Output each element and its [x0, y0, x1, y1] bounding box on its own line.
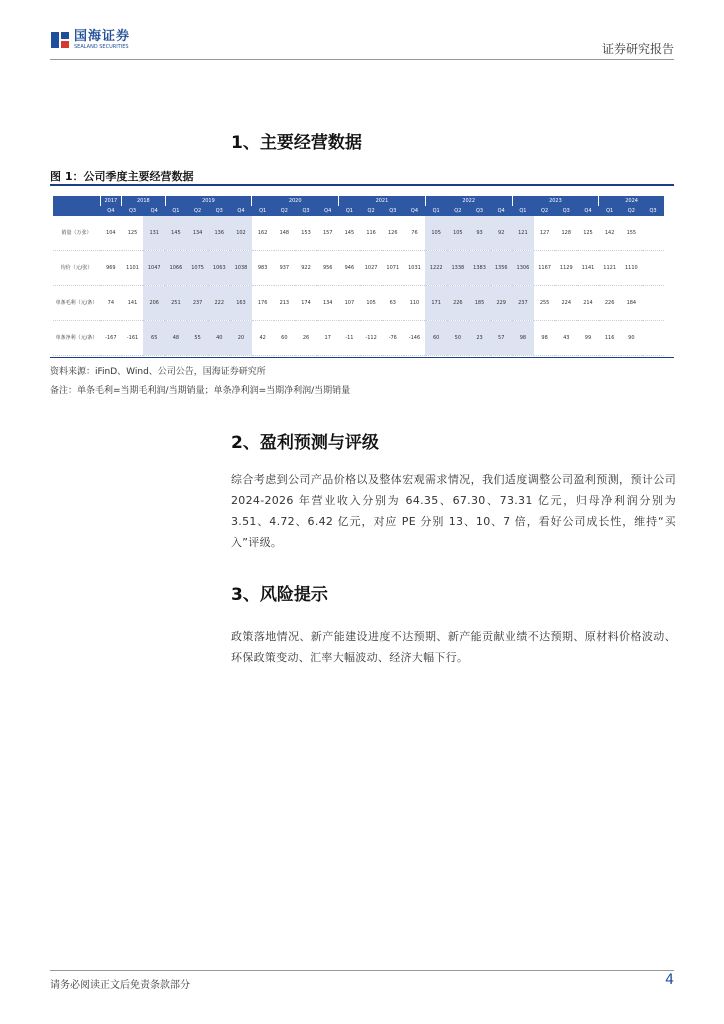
table-cell: 126	[382, 216, 404, 251]
quarter-header-cell: Q4	[490, 206, 512, 216]
table-cell: 1338	[447, 251, 469, 286]
table-cell: 148	[274, 216, 296, 251]
table-cell: 969	[100, 251, 122, 286]
table-cell: 42	[252, 321, 274, 356]
table-cell: 76	[404, 216, 426, 251]
table-cell: 127	[534, 216, 556, 251]
table-cell: 176	[252, 286, 274, 321]
company-logo	[50, 30, 130, 50]
table-cell: 1031	[404, 251, 426, 286]
figure-bottom-rule	[50, 357, 674, 358]
table-cell: 125	[577, 216, 599, 251]
quarter-header-cell: Q1	[425, 206, 447, 216]
quarter-header-cell: Q3	[382, 206, 404, 216]
table-cell: 222	[208, 286, 230, 321]
table-cell: 229	[490, 286, 512, 321]
table-cell: 145	[165, 216, 187, 251]
table-cell: 155	[621, 216, 643, 251]
table-cell: 1383	[469, 251, 491, 286]
table-cell: 1356	[490, 251, 512, 286]
quarter-header-cell: Q2	[447, 206, 469, 216]
table-cell: 99	[577, 321, 599, 356]
operating-data-table	[53, 196, 664, 356]
quarter-header-cell: Q4	[404, 206, 426, 216]
table-cell: 102	[230, 216, 252, 251]
report-type-label: 证券研究报告	[601, 42, 674, 56]
row-label: 单条净利（元/条）	[53, 321, 100, 356]
table-cell	[642, 216, 664, 251]
table-cell: 141	[122, 286, 144, 321]
table-cell: -167	[100, 321, 122, 356]
table-cell: 946	[339, 251, 361, 286]
table-cell: 40	[208, 321, 230, 356]
quarter-header-cell: Q3	[555, 206, 577, 216]
table-row	[53, 216, 664, 251]
quarter-header-cell: Q2	[274, 206, 296, 216]
table-cell: 1121	[599, 251, 621, 286]
table-cell: 93	[469, 216, 491, 251]
table-cell: 157	[317, 216, 339, 251]
table-cell: 251	[165, 286, 187, 321]
table-cell: 134	[187, 216, 209, 251]
table-cell: 206	[143, 286, 165, 321]
table-cell: 50	[447, 321, 469, 356]
table-cell: 105	[425, 216, 447, 251]
table-cell: 1167	[534, 251, 556, 286]
quarter-header-cell: Q3	[208, 206, 230, 216]
table-row	[53, 251, 664, 286]
table-cell: 163	[230, 286, 252, 321]
row-label: 均价（元/张）	[53, 251, 100, 286]
quarter-header-cell: Q3	[469, 206, 491, 216]
table-cell: 43	[555, 321, 577, 356]
table-cell: 92	[490, 216, 512, 251]
table-cell	[642, 321, 664, 356]
year-header-cell: 2018	[122, 196, 165, 206]
quarter-header-row	[53, 206, 664, 216]
table-cell: 226	[447, 286, 469, 321]
quarter-header-cell: Q1	[165, 206, 187, 216]
table-cell: -112	[360, 321, 382, 356]
table-cell: 1101	[122, 251, 144, 286]
table-cell: 23	[469, 321, 491, 356]
table-cell: 48	[165, 321, 187, 356]
quarter-header-cell: Q3	[295, 206, 317, 216]
remark-note: 备注：单条毛利=当期毛利润/当期销量；单条净利润=当期净利润/当期销量	[50, 386, 351, 396]
year-header-cell: 2020	[252, 196, 339, 206]
page-number: 4	[665, 972, 674, 988]
table-cell: 1047	[143, 251, 165, 286]
table-cell: 65	[143, 321, 165, 356]
table-cell: -76	[382, 321, 404, 356]
table-cell	[642, 251, 664, 286]
table-cell: 60	[274, 321, 296, 356]
table-cell: 74	[100, 286, 122, 321]
year-header-cell: 2017	[100, 196, 122, 206]
year-header-cell: 2023	[512, 196, 599, 206]
quarter-header-cell: Q3	[122, 206, 144, 216]
table-cell: 1129	[555, 251, 577, 286]
table-cell: 937	[274, 251, 296, 286]
table-cell: 922	[295, 251, 317, 286]
year-header-cell: 2022	[425, 196, 512, 206]
table-cell: 121	[512, 216, 534, 251]
quarter-header-cell: Q1	[252, 206, 274, 216]
table-cell: -11	[339, 321, 361, 356]
table-cell: 26	[295, 321, 317, 356]
quarter-header-cell: Q4	[577, 206, 599, 216]
quarter-header-cell: Q4	[143, 206, 165, 216]
table-cell: 1066	[165, 251, 187, 286]
table-cell: 1141	[577, 251, 599, 286]
section-3-paragraph: 政策落地情况、新产能建设进度不达预期、新产能贡献业绩不达预期、原材料价格波动、环保政策变动、汇率大幅波动、经济大幅下行。	[231, 630, 676, 664]
table-cell: 956	[317, 251, 339, 286]
table-cell: 237	[512, 286, 534, 321]
quarter-header-cell: Q4	[317, 206, 339, 216]
table-cell: 116	[599, 321, 621, 356]
section-1-title: 1、主要经营数据	[231, 133, 362, 153]
logo-mark-icon	[50, 30, 70, 50]
table-cell: 184	[621, 286, 643, 321]
figure-top-rule	[50, 184, 674, 186]
header-corner	[53, 196, 100, 206]
table-row	[53, 286, 664, 321]
table-cell: 1222	[425, 251, 447, 286]
table-cell: 145	[339, 216, 361, 251]
quarter-header-cell: Q1	[339, 206, 361, 216]
table-cell: 128	[555, 216, 577, 251]
quarter-header-cell: Q2	[360, 206, 382, 216]
quarter-header-cell: Q2	[621, 206, 643, 216]
section-2-paragraph: 综合考虑到公司产品价格以及整体宏观需求情况，我们适度调整公司盈利预测，预计公司 2024-2026 年营业收入分别为 64.35、67.30、73.31 亿元，归母净利润分别为 3.51、4.72、6.42 亿元，对应 PE 分别 13、10、7 倍，看好公司成长性，维持“买入”评级。	[231, 473, 676, 549]
table-cell: 213	[274, 286, 296, 321]
page-header	[50, 30, 674, 60]
table-cell: 116	[360, 216, 382, 251]
table-cell: 63	[382, 286, 404, 321]
quarter-header-cell: Q2	[187, 206, 209, 216]
table-cell: 110	[404, 286, 426, 321]
header-corner	[53, 206, 100, 216]
table-cell: 90	[621, 321, 643, 356]
year-header-cell: 2024	[599, 196, 664, 206]
table-cell: 1075	[187, 251, 209, 286]
table-cell: 57	[490, 321, 512, 356]
quarter-header-cell: Q4	[230, 206, 252, 216]
logo-name-cn: 国海证券	[74, 29, 131, 44]
quarter-header-cell: Q4	[100, 206, 122, 216]
source-note: 资料来源：iFinD、Wind、公司公告，国海证券研究所	[50, 367, 266, 377]
table-cell: 1110	[621, 251, 643, 286]
table-cell: 224	[555, 286, 577, 321]
table-cell: 237	[187, 286, 209, 321]
figure-title: 图 1：公司季度主要经营数据	[50, 170, 194, 183]
table-cell: 171	[425, 286, 447, 321]
section-3-title: 3、风险提示	[231, 585, 328, 605]
year-header-cell: 2021	[339, 196, 426, 206]
table-cell: 1306	[512, 251, 534, 286]
table-cell: 142	[599, 216, 621, 251]
table-cell: 98	[512, 321, 534, 356]
row-label: 销量（万张）	[53, 216, 100, 251]
table-cell: 107	[339, 286, 361, 321]
table-cell: 185	[469, 286, 491, 321]
year-header-cell: 2019	[165, 196, 252, 206]
header-divider	[50, 59, 674, 60]
table-cell: 60	[425, 321, 447, 356]
table-cell: 105	[447, 216, 469, 251]
table-cell: 255	[534, 286, 556, 321]
table-cell: 1063	[208, 251, 230, 286]
table-cell: 125	[122, 216, 144, 251]
footer-divider	[50, 970, 674, 971]
table-cell: 136	[208, 216, 230, 251]
quarter-header-cell: Q3	[642, 206, 664, 216]
table-cell: 104	[100, 216, 122, 251]
table-cell: 1071	[382, 251, 404, 286]
table-cell: 55	[187, 321, 209, 356]
table-cell: 98	[534, 321, 556, 356]
table-cell: -161	[122, 321, 144, 356]
table-cell: 174	[295, 286, 317, 321]
table-cell	[642, 286, 664, 321]
table-cell: 983	[252, 251, 274, 286]
table-cell: 1038	[230, 251, 252, 286]
table-cell: 162	[252, 216, 274, 251]
table-cell: 105	[360, 286, 382, 321]
quarter-header-cell: Q1	[512, 206, 534, 216]
year-header-row	[53, 196, 664, 206]
table-cell: 214	[577, 286, 599, 321]
footer-disclaimer: 请务必阅读正文后免责条款部分	[50, 980, 190, 991]
table-cell: 20	[230, 321, 252, 356]
table-cell: 17	[317, 321, 339, 356]
table-cell: 226	[599, 286, 621, 321]
row-label: 单条毛利（元/条）	[53, 286, 100, 321]
logo-name-en: SEALAND SECURITIES	[74, 44, 129, 50]
table-row	[53, 321, 664, 356]
table-cell: -146	[404, 321, 426, 356]
table-cell: 134	[317, 286, 339, 321]
quarter-header-cell: Q2	[534, 206, 556, 216]
table-cell: 131	[143, 216, 165, 251]
table-cell: 153	[295, 216, 317, 251]
table-cell: 1027	[360, 251, 382, 286]
quarter-header-cell: Q1	[599, 206, 621, 216]
section-2-title: 2、盈利预测与评级	[231, 433, 379, 453]
